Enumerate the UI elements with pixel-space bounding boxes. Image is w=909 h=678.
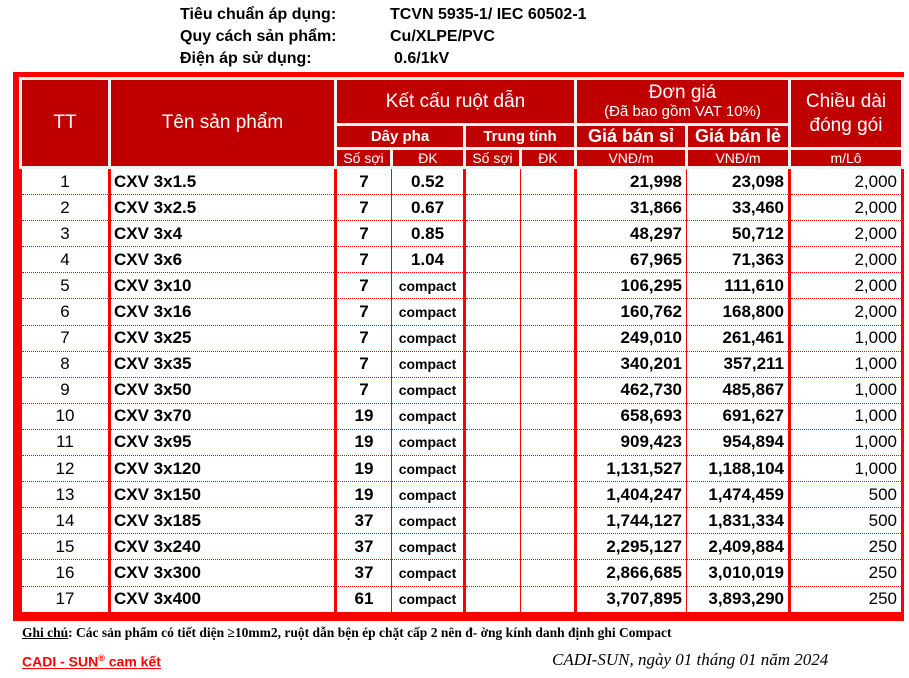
- row-phase-strands: 19: [336, 456, 392, 482]
- row-tt: 12: [21, 456, 110, 482]
- row-length: 250: [790, 534, 903, 560]
- row-length: 2,000: [790, 299, 903, 325]
- price-table-frame: [13, 72, 904, 621]
- row-neutral-strands: [465, 325, 521, 351]
- table-row: [21, 403, 903, 429]
- table-row: [21, 299, 903, 325]
- row-phase-strands: 19: [336, 403, 392, 429]
- row-neutral-strands: [465, 560, 521, 586]
- col-neutral-dk: ĐK: [521, 149, 576, 168]
- row-retail: 2,409,884: [687, 534, 790, 560]
- row-tt: 16: [21, 560, 110, 586]
- table-row: [21, 221, 903, 247]
- row-wholesale: 2,295,127: [576, 534, 687, 560]
- row-phase-dk: compact: [392, 351, 465, 377]
- row-length: 1,000: [790, 403, 903, 429]
- row-tt: 15: [21, 534, 110, 560]
- row-phase-strands: 7: [336, 247, 392, 273]
- row-wholesale: 2,866,685: [576, 560, 687, 586]
- row-length: 500: [790, 508, 903, 534]
- row-phase-strands: 7: [336, 195, 392, 221]
- col-structure: Kết cấu ruột dẫn: [336, 79, 576, 125]
- row-neutral-strands: [465, 429, 521, 455]
- row-tt: 11: [21, 429, 110, 455]
- row-neutral-strands: [465, 508, 521, 534]
- row-phase-dk: compact: [392, 534, 465, 560]
- row-tt: 13: [21, 482, 110, 508]
- row-neutral-strands: [465, 482, 521, 508]
- row-name: CXV 3x2.5: [110, 195, 336, 221]
- table-row: [21, 534, 903, 560]
- row-retail: 954,894: [687, 429, 790, 455]
- row-phase-dk: compact: [392, 325, 465, 351]
- row-length: 1,000: [790, 429, 903, 455]
- row-neutral-dk: [521, 377, 576, 403]
- row-neutral-strands: [465, 377, 521, 403]
- row-tt: 17: [21, 586, 110, 612]
- row-phase-strands: 61: [336, 586, 392, 612]
- row-length: 1,000: [790, 456, 903, 482]
- row-name: CXV 3x35: [110, 351, 336, 377]
- row-retail: 71,363: [687, 247, 790, 273]
- row-name: CXV 3x70: [110, 403, 336, 429]
- row-length: 2,000: [790, 273, 903, 299]
- row-retail: 261,461: [687, 325, 790, 351]
- row-neutral-dk: [521, 482, 576, 508]
- row-retail: 357,211: [687, 351, 790, 377]
- row-retail: 1,831,334: [687, 508, 790, 534]
- row-phase-strands: 7: [336, 377, 392, 403]
- row-name: CXV 3x185: [110, 508, 336, 534]
- table-row: [21, 429, 903, 455]
- row-wholesale: 462,730: [576, 377, 687, 403]
- row-length: 1,000: [790, 325, 903, 351]
- row-phase-dk: compact: [392, 299, 465, 325]
- row-wholesale: 909,423: [576, 429, 687, 455]
- row-phase-strands: 19: [336, 429, 392, 455]
- row-neutral-dk: [521, 221, 576, 247]
- row-neutral-dk: [521, 560, 576, 586]
- row-phase-dk: compact: [392, 456, 465, 482]
- row-tt: 2: [21, 195, 110, 221]
- row-neutral-dk: [521, 456, 576, 482]
- row-phase-strands: 7: [336, 168, 392, 195]
- row-tt: 4: [21, 247, 110, 273]
- row-name: CXV 3x6: [110, 247, 336, 273]
- row-tt: 1: [21, 168, 110, 195]
- row-length: 250: [790, 586, 903, 612]
- row-wholesale: 3,707,895: [576, 586, 687, 612]
- row-phase-dk: 0.52: [392, 168, 465, 195]
- row-tt: 8: [21, 351, 110, 377]
- row-tt: 3: [21, 221, 110, 247]
- row-name: CXV 3x16: [110, 299, 336, 325]
- row-wholesale: 1,131,527: [576, 456, 687, 482]
- col-neutral-strands: Số sợi: [465, 149, 521, 168]
- table-row: [21, 508, 903, 534]
- row-neutral-dk: [521, 195, 576, 221]
- row-wholesale: 1,744,127: [576, 508, 687, 534]
- row-tt: 10: [21, 403, 110, 429]
- row-neutral-dk: [521, 429, 576, 455]
- row-neutral-dk: [521, 325, 576, 351]
- row-neutral-dk: [521, 299, 576, 325]
- row-retail: 691,627: [687, 403, 790, 429]
- row-wholesale: 31,866: [576, 195, 687, 221]
- col-phase-dk: ĐK: [392, 149, 465, 168]
- row-length: 2,000: [790, 168, 903, 195]
- price-table: [19, 77, 904, 613]
- issue-date: CADI-SUN, ngày 01 tháng 01 năm 2024: [552, 650, 829, 669]
- row-retail: 485,867: [687, 377, 790, 403]
- row-phase-dk: compact: [392, 586, 465, 612]
- row-wholesale: 160,762: [576, 299, 687, 325]
- row-neutral-dk: [521, 534, 576, 560]
- footnote: Ghi chú: Các sản phẩm có tiết diện ≥10mm2, ruột dẫn bện ép chặt cấp 2 nên đ- ờng kính danh định ghi Compact: [22, 625, 672, 640]
- row-tt: 5: [21, 273, 110, 299]
- col-retail-unit: VNĐ/m: [687, 149, 790, 168]
- table-row: [21, 195, 903, 221]
- row-retail: 1,474,459: [687, 482, 790, 508]
- row-name: CXV 3x1.5: [110, 168, 336, 195]
- table-row: [21, 586, 903, 612]
- row-name: CXV 3x4: [110, 221, 336, 247]
- row-name: CXV 3x50: [110, 377, 336, 403]
- col-name: Tên sản phẩm: [110, 79, 336, 168]
- table-row: [21, 325, 903, 351]
- row-retail: 3,893,290: [687, 586, 790, 612]
- row-name: CXV 3x300: [110, 560, 336, 586]
- row-phase-strands: 37: [336, 508, 392, 534]
- row-tt: 9: [21, 377, 110, 403]
- table-row: [21, 560, 903, 586]
- row-retail: 1,188,104: [687, 456, 790, 482]
- row-phase-strands: 7: [336, 221, 392, 247]
- row-wholesale: 249,010: [576, 325, 687, 351]
- row-name: CXV 3x150: [110, 482, 336, 508]
- row-name: CXV 3x400: [110, 586, 336, 612]
- row-length: 500: [790, 482, 903, 508]
- row-phase-dk: 0.67: [392, 195, 465, 221]
- row-phase-strands: 7: [336, 351, 392, 377]
- row-neutral-strands: [465, 273, 521, 299]
- row-phase-dk: compact: [392, 560, 465, 586]
- row-neutral-strands: [465, 456, 521, 482]
- row-phase-dk: compact: [392, 482, 465, 508]
- row-phase-strands: 7: [336, 273, 392, 299]
- row-wholesale: 106,295: [576, 273, 687, 299]
- table-row: [21, 247, 903, 273]
- row-length: 2,000: [790, 247, 903, 273]
- row-retail: 23,098: [687, 168, 790, 195]
- col-retail: Giá bán lẻ: [687, 125, 790, 149]
- row-wholesale: 67,965: [576, 247, 687, 273]
- row-neutral-strands: [465, 299, 521, 325]
- row-neutral-dk: [521, 403, 576, 429]
- row-phase-strands: 7: [336, 299, 392, 325]
- col-wholesale: Giá bán sỉ: [576, 125, 687, 149]
- row-length: 2,000: [790, 195, 903, 221]
- col-tt: TT: [21, 79, 110, 168]
- row-phase-strands: 37: [336, 534, 392, 560]
- row-tt: 14: [21, 508, 110, 534]
- row-retail: 111,610: [687, 273, 790, 299]
- commitment-link[interactable]: CADI - SUN® cam kết: [22, 653, 161, 670]
- col-phase: Dây pha: [336, 125, 465, 149]
- row-neutral-dk: [521, 273, 576, 299]
- row-tt: 6: [21, 299, 110, 325]
- row-length: 2,000: [790, 221, 903, 247]
- row-retail: 33,460: [687, 195, 790, 221]
- col-price: Đơn giá (Đã bao gồm VAT 10%): [576, 79, 790, 125]
- row-name: CXV 3x240: [110, 534, 336, 560]
- row-phase-strands: 37: [336, 560, 392, 586]
- table-row: [21, 273, 903, 299]
- row-neutral-strands: [465, 168, 521, 195]
- row-length: 1,000: [790, 377, 903, 403]
- row-neutral-strands: [465, 534, 521, 560]
- table-row: [21, 351, 903, 377]
- spec-product: Quy cách sản phẩm: Cu/XLPE/PVC: [180, 28, 495, 45]
- table-row: [21, 168, 903, 195]
- row-name: CXV 3x120: [110, 456, 336, 482]
- row-retail: 3,010,019: [687, 560, 790, 586]
- row-length: 250: [790, 560, 903, 586]
- col-length-unit: m/Lô: [790, 149, 903, 168]
- row-name: CXV 3x95: [110, 429, 336, 455]
- row-name: CXV 3x25: [110, 325, 336, 351]
- row-phase-dk: compact: [392, 429, 465, 455]
- table-row: [21, 377, 903, 403]
- row-neutral-dk: [521, 247, 576, 273]
- row-neutral-strands: [465, 221, 521, 247]
- row-neutral-strands: [465, 247, 521, 273]
- table-row: [21, 456, 903, 482]
- row-phase-dk: 1.04: [392, 247, 465, 273]
- row-neutral-dk: [521, 508, 576, 534]
- row-phase-strands: 7: [336, 325, 392, 351]
- row-retail: 168,800: [687, 299, 790, 325]
- spec-voltage: Điện áp sử dụng: 0.6/1kV: [180, 50, 450, 67]
- spec-standard: Tiêu chuẩn áp dụng: TCVN 5935-1/ IEC 60502-1: [180, 6, 587, 23]
- row-name: CXV 3x10: [110, 273, 336, 299]
- row-length: 1,000: [790, 351, 903, 377]
- row-neutral-strands: [465, 403, 521, 429]
- row-wholesale: 340,201: [576, 351, 687, 377]
- row-wholesale: 1,404,247: [576, 482, 687, 508]
- row-wholesale: 21,998: [576, 168, 687, 195]
- row-neutral-strands: [465, 351, 521, 377]
- row-phase-dk: compact: [392, 377, 465, 403]
- row-phase-dk: 0.85: [392, 221, 465, 247]
- row-neutral-dk: [521, 586, 576, 612]
- row-wholesale: 658,693: [576, 403, 687, 429]
- col-length: Chiều dài đóng gói: [790, 79, 903, 149]
- row-neutral-strands: [465, 195, 521, 221]
- row-neutral-dk: [521, 351, 576, 377]
- table-row: [21, 482, 903, 508]
- row-phase-dk: compact: [392, 508, 465, 534]
- row-neutral-strands: [465, 586, 521, 612]
- row-phase-strands: 19: [336, 482, 392, 508]
- col-phase-strands: Số sợi: [336, 149, 392, 168]
- row-phase-dk: compact: [392, 273, 465, 299]
- spec-info: [180, 4, 587, 70]
- row-phase-dk: compact: [392, 403, 465, 429]
- col-wholesale-unit: VNĐ/m: [576, 149, 687, 168]
- price-table-body: [21, 168, 903, 613]
- row-retail: 50,712: [687, 221, 790, 247]
- row-tt: 7: [21, 325, 110, 351]
- row-neutral-dk: [521, 168, 576, 195]
- row-wholesale: 48,297: [576, 221, 687, 247]
- col-neutral: Trung tính: [465, 125, 576, 149]
